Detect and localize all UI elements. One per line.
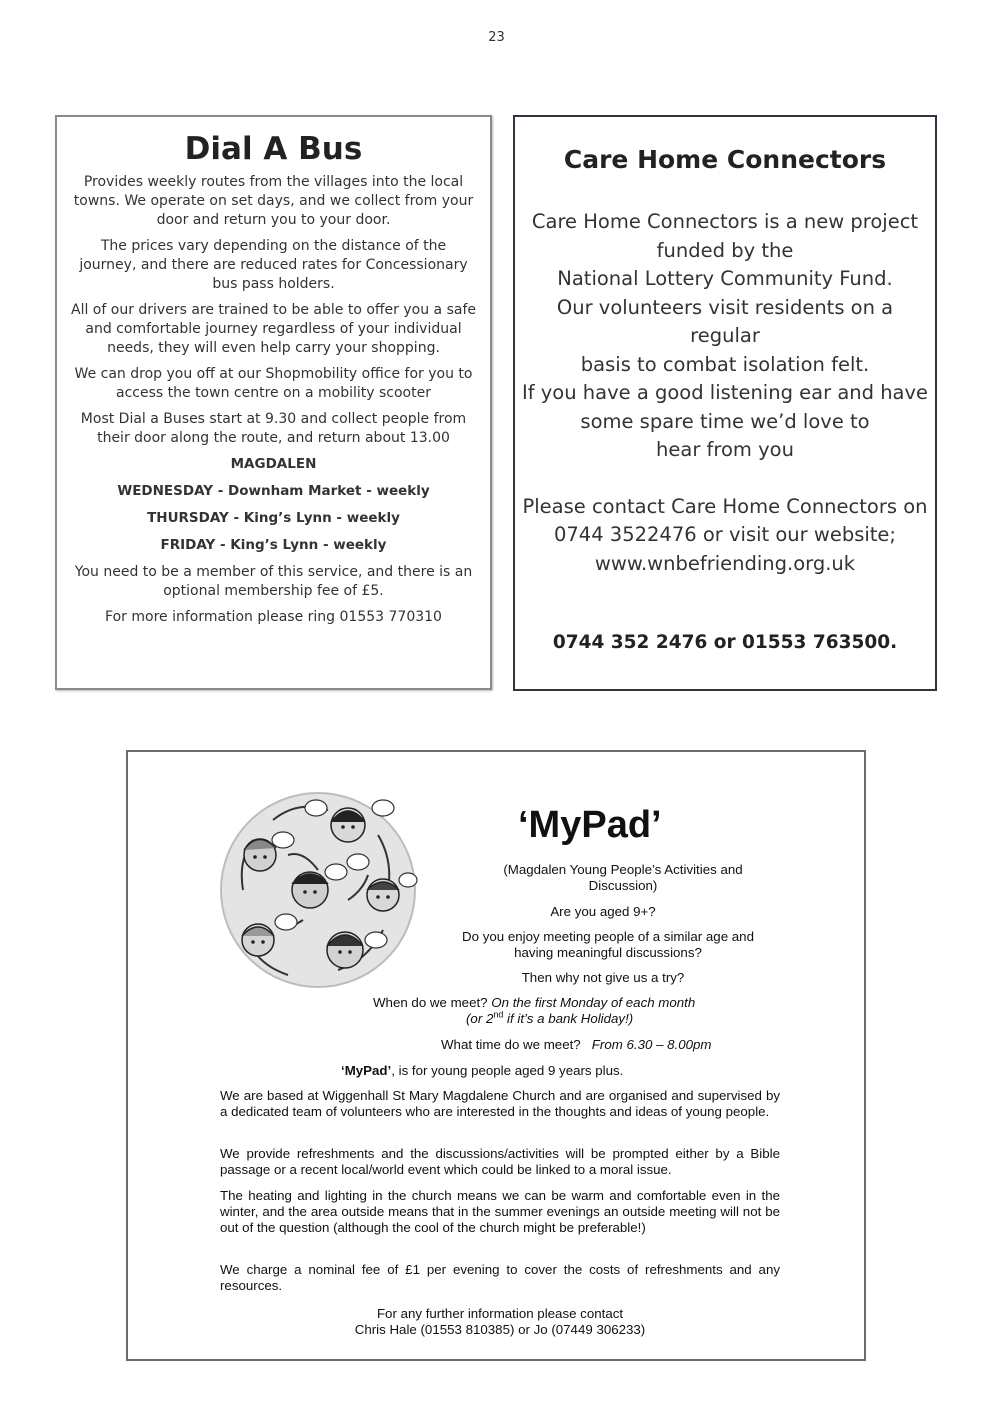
when-note-text: (or 2 bbox=[466, 1011, 494, 1026]
question-age: Are you aged 9+? bbox=[550, 904, 656, 919]
contact-line: Chris Hale (01553 810385) or Jo (07449 306233) bbox=[354, 1322, 646, 1337]
question-line: having meaningful discussions? bbox=[514, 945, 702, 960]
membership-text: You need to be a member of this service, and there is an optional membership fee of £5. bbox=[74, 564, 473, 599]
question-meeting bbox=[408, 929, 808, 961]
mypad-title: ‘MyPad’ bbox=[518, 804, 662, 846]
when-note bbox=[466, 1011, 786, 1027]
mypad-subtitle bbox=[478, 862, 768, 894]
when-value: On the first Monday of each month bbox=[491, 995, 696, 1010]
dial-a-bus-paragraph: Provides weekly routes from the villages into the local towns. We operate on set days, and we collect from your door and return you to your door. bbox=[73, 174, 474, 228]
time-meet bbox=[441, 1037, 801, 1053]
dial-a-bus-paragraph: We can drop you off at our Shopmobility office for you to access the town centre on a mobility scooter bbox=[74, 366, 473, 401]
when-note-sup: nd bbox=[493, 1009, 504, 1020]
dial-a-bus-title: Dial A Bus bbox=[184, 131, 363, 167]
subtitle-line: Discussion) bbox=[588, 878, 658, 893]
time-label: What time do we meet? bbox=[441, 1037, 581, 1052]
contact-line: 0744 3522476 or visit our website; bbox=[553, 523, 896, 546]
body-line: hear from you bbox=[656, 438, 794, 461]
mypad-name: ‘MyPad’ bbox=[341, 1063, 392, 1078]
contact-line: Please contact Care Home Connectors on bbox=[522, 494, 928, 518]
when-note-text: if it’s a bank Holiday!) bbox=[503, 1011, 634, 1026]
schedule-item: WEDNESDAY - Downham Market - weekly bbox=[117, 483, 430, 499]
mypad-paragraph: We are based at Wiggenhall St Mary Magdalene Church and are organised and supervised by a dedicated team of volunteers who are interested in the thoughts and ideas of young people. bbox=[220, 1088, 780, 1119]
schedule-heading: MAGDALEN bbox=[230, 456, 317, 472]
when-meet bbox=[373, 995, 793, 1011]
body-line: funded by the bbox=[656, 238, 794, 262]
time-value: From 6.30 – 8.00pm bbox=[591, 1037, 712, 1052]
mypad-paragraph: We charge a nominal fee of £1 per evening to cover the costs of refreshments and any resources. bbox=[220, 1262, 780, 1293]
care-home-body bbox=[521, 208, 929, 465]
subtitle-line: (Magdalen Young People’s Activities and bbox=[503, 862, 743, 877]
dial-a-bus-paragraph: The prices vary depending on the distance of the journey, and there are reduced rates for Concessionary bus pass holders. bbox=[79, 238, 468, 292]
schedule-item: FRIDAY - King’s Lynn - weekly bbox=[160, 537, 387, 553]
body-line: basis to combat isolation felt. bbox=[580, 352, 870, 376]
page-number: 23 bbox=[488, 30, 505, 45]
body-line: Care Home Connectors is a new project bbox=[531, 210, 919, 233]
when-label: When do we meet? bbox=[373, 995, 488, 1010]
care-home-panel bbox=[513, 115, 937, 691]
body-line: National Lottery Community Fund. bbox=[557, 267, 893, 290]
dial-a-bus-paragraph: Most Dial a Buses start at 9.30 and collect people from their door along the route, and return about 13.00 bbox=[80, 411, 467, 446]
mypad-paragraph: We provide refreshments and the discussions/activities will be prompted either by a Bible passage or a recent local/world event which could be linked to a moral issue. bbox=[220, 1146, 780, 1177]
body-line: If you have a good listening ear and have bbox=[521, 381, 929, 404]
dial-a-bus-paragraph: All of our drivers are trained to be able to offer you a safe and comfortable journey regardless of your individual needs, they will even help carry your shopping. bbox=[71, 302, 476, 356]
mypad-panel bbox=[126, 750, 866, 1361]
body-line: some spare time we’d love to bbox=[580, 409, 870, 433]
dial-a-bus-panel bbox=[55, 115, 492, 690]
mypad-contact bbox=[220, 1306, 780, 1338]
care-home-title: Care Home Connectors bbox=[563, 145, 887, 174]
website-link[interactable]: www.wnbefriending.org.uk bbox=[594, 551, 856, 575]
care-home-contact bbox=[521, 493, 929, 579]
care-home-phones: 0744 352 2476 or 01553 763500. bbox=[552, 632, 898, 653]
mypad-paragraph: The heating and lighting in the church means we can be warm and comfortable even in the winter, and the area outside means that in the summer evenings an outside meeting will not be out of the question (although the cool of the church might be preferable!) bbox=[220, 1188, 780, 1235]
people-discussion-illustration bbox=[218, 780, 418, 1000]
contact-line: For any further information please contact bbox=[376, 1306, 624, 1321]
body-line: Our volunteers visit residents on a regular bbox=[556, 295, 894, 347]
question-line: Do you enjoy meeting people of a similar age and bbox=[462, 929, 754, 944]
question-try: Then why not give us a try? bbox=[521, 970, 685, 985]
schedule-item: THURSDAY - King’s Lynn - weekly bbox=[147, 510, 400, 526]
age-statement-text: , is for young people aged 9 years plus. bbox=[391, 1063, 624, 1078]
info-phone: For more information please ring 01553 770310 bbox=[105, 609, 442, 625]
mypad-age-statement bbox=[341, 1063, 741, 1079]
